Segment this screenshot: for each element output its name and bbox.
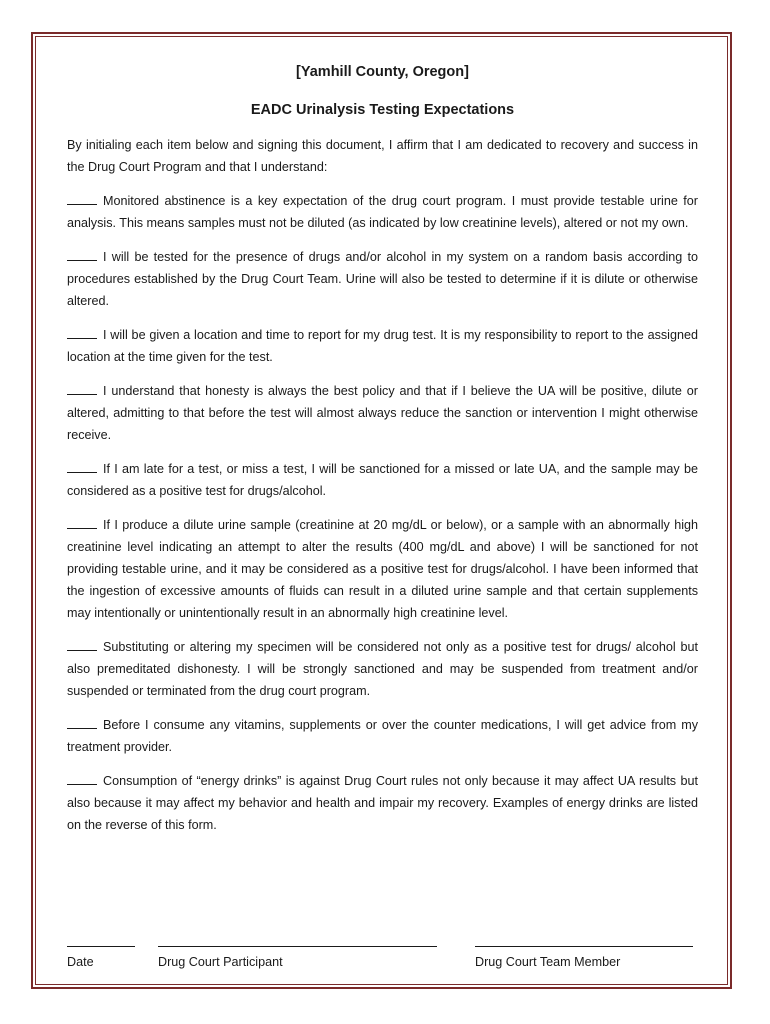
item-text: Consumption of “energy drinks” is against Drug Court rules not only because it may affect UA results but also because it may affect my behavior and health and impair my recovery. Examples of energy drinks are listed on the reverse of this form.	[67, 774, 698, 832]
item-text: Substituting or altering my specimen will be considered not only as a positive test for drugs/ alcohol but also premeditated dishonesty. I will be strongly sanctioned and may be suspended from treatment and/or suspended or terminated from the drug court program.	[67, 640, 698, 698]
expectation-item-3	[67, 324, 698, 368]
initial-blank[interactable]	[67, 773, 97, 785]
expectation-item-4	[67, 380, 698, 446]
date-signature	[67, 946, 135, 969]
expectation-item-1	[67, 190, 698, 234]
expectation-item-2	[67, 246, 698, 312]
participant-signature	[158, 946, 437, 969]
initial-blank[interactable]	[67, 517, 97, 529]
item-text: I understand that honesty is always the best policy and that if I believe the UA will be positive, dilute or altered, admitting to that before the test will almost always reduce the sanction or intervention I might otherwise receive.	[67, 384, 698, 442]
item-text: Before I consume any vitamins, supplements or over the counter medications, I will get advice from my treatment provider.	[67, 718, 698, 754]
team-member-label: Drug Court Team Member	[475, 955, 621, 969]
item-text: If I am late for a test, or miss a test, I will be sanctioned for a missed or late UA, and the sample may be considered as a positive test for drugs/alcohol.	[67, 462, 698, 498]
initial-blank[interactable]	[67, 383, 97, 395]
initial-blank[interactable]	[67, 327, 97, 339]
expectation-item-9	[67, 770, 698, 836]
expectation-item-8	[67, 714, 698, 758]
signature-row	[67, 946, 698, 976]
item-text: I will be tested for the presence of drugs and/or alcohol in my system on a random basis according to procedures established by the Drug Court Team. Urine will also be tested to determine if it is dilute or otherwise altered.	[67, 250, 698, 308]
participant-line[interactable]	[158, 946, 437, 947]
date-label: Date	[67, 955, 94, 969]
intro-paragraph: By initialing each item below and signing this document, I affirm that I am dedicated to recovery and success in the Drug Court Program and that I understand:	[67, 138, 698, 174]
date-line[interactable]	[67, 946, 135, 947]
county-heading: [Yamhill County, Oregon]	[296, 64, 469, 80]
participant-label: Drug Court Participant	[158, 955, 283, 969]
document-body	[67, 62, 698, 848]
team-member-line[interactable]	[475, 946, 693, 947]
initial-blank[interactable]	[67, 249, 97, 261]
expectation-item-7	[67, 636, 698, 702]
item-text: Monitored abstinence is a key expectation of the drug court program. I must provide testable urine for analysis. This means samples must not be diluted (as indicated by low creatinine levels), altered or not my own.	[67, 194, 698, 230]
document-title: EADC Urinalysis Testing Expectations	[250, 102, 515, 118]
expectation-item-5	[67, 458, 698, 502]
initial-blank[interactable]	[67, 193, 97, 205]
expectation-item-6	[67, 514, 698, 624]
initial-blank[interactable]	[67, 461, 97, 473]
team-member-signature	[475, 946, 693, 969]
initial-blank[interactable]	[67, 639, 97, 651]
item-text: I will be given a location and time to report for my drug test. It is my responsibility to report to the assigned location at the time given for the test.	[67, 328, 698, 364]
initial-blank[interactable]	[67, 717, 97, 729]
item-text: If I produce a dilute urine sample (creatinine at 20 mg/dL or below), or a sample with an abnormally high creatinine level indicating an attempt to alter the results (400 mg/dL and above) I will be sanctioned for not providing testable urine, and it may be considered as a positive test for drugs/alcohol. I have been informed that the ingestion of excessive amounts of fluids can result in a diluted urine sample and that certain supplements may intentionally or unintentionally result in an abnormally high creatinine level.	[67, 518, 698, 620]
